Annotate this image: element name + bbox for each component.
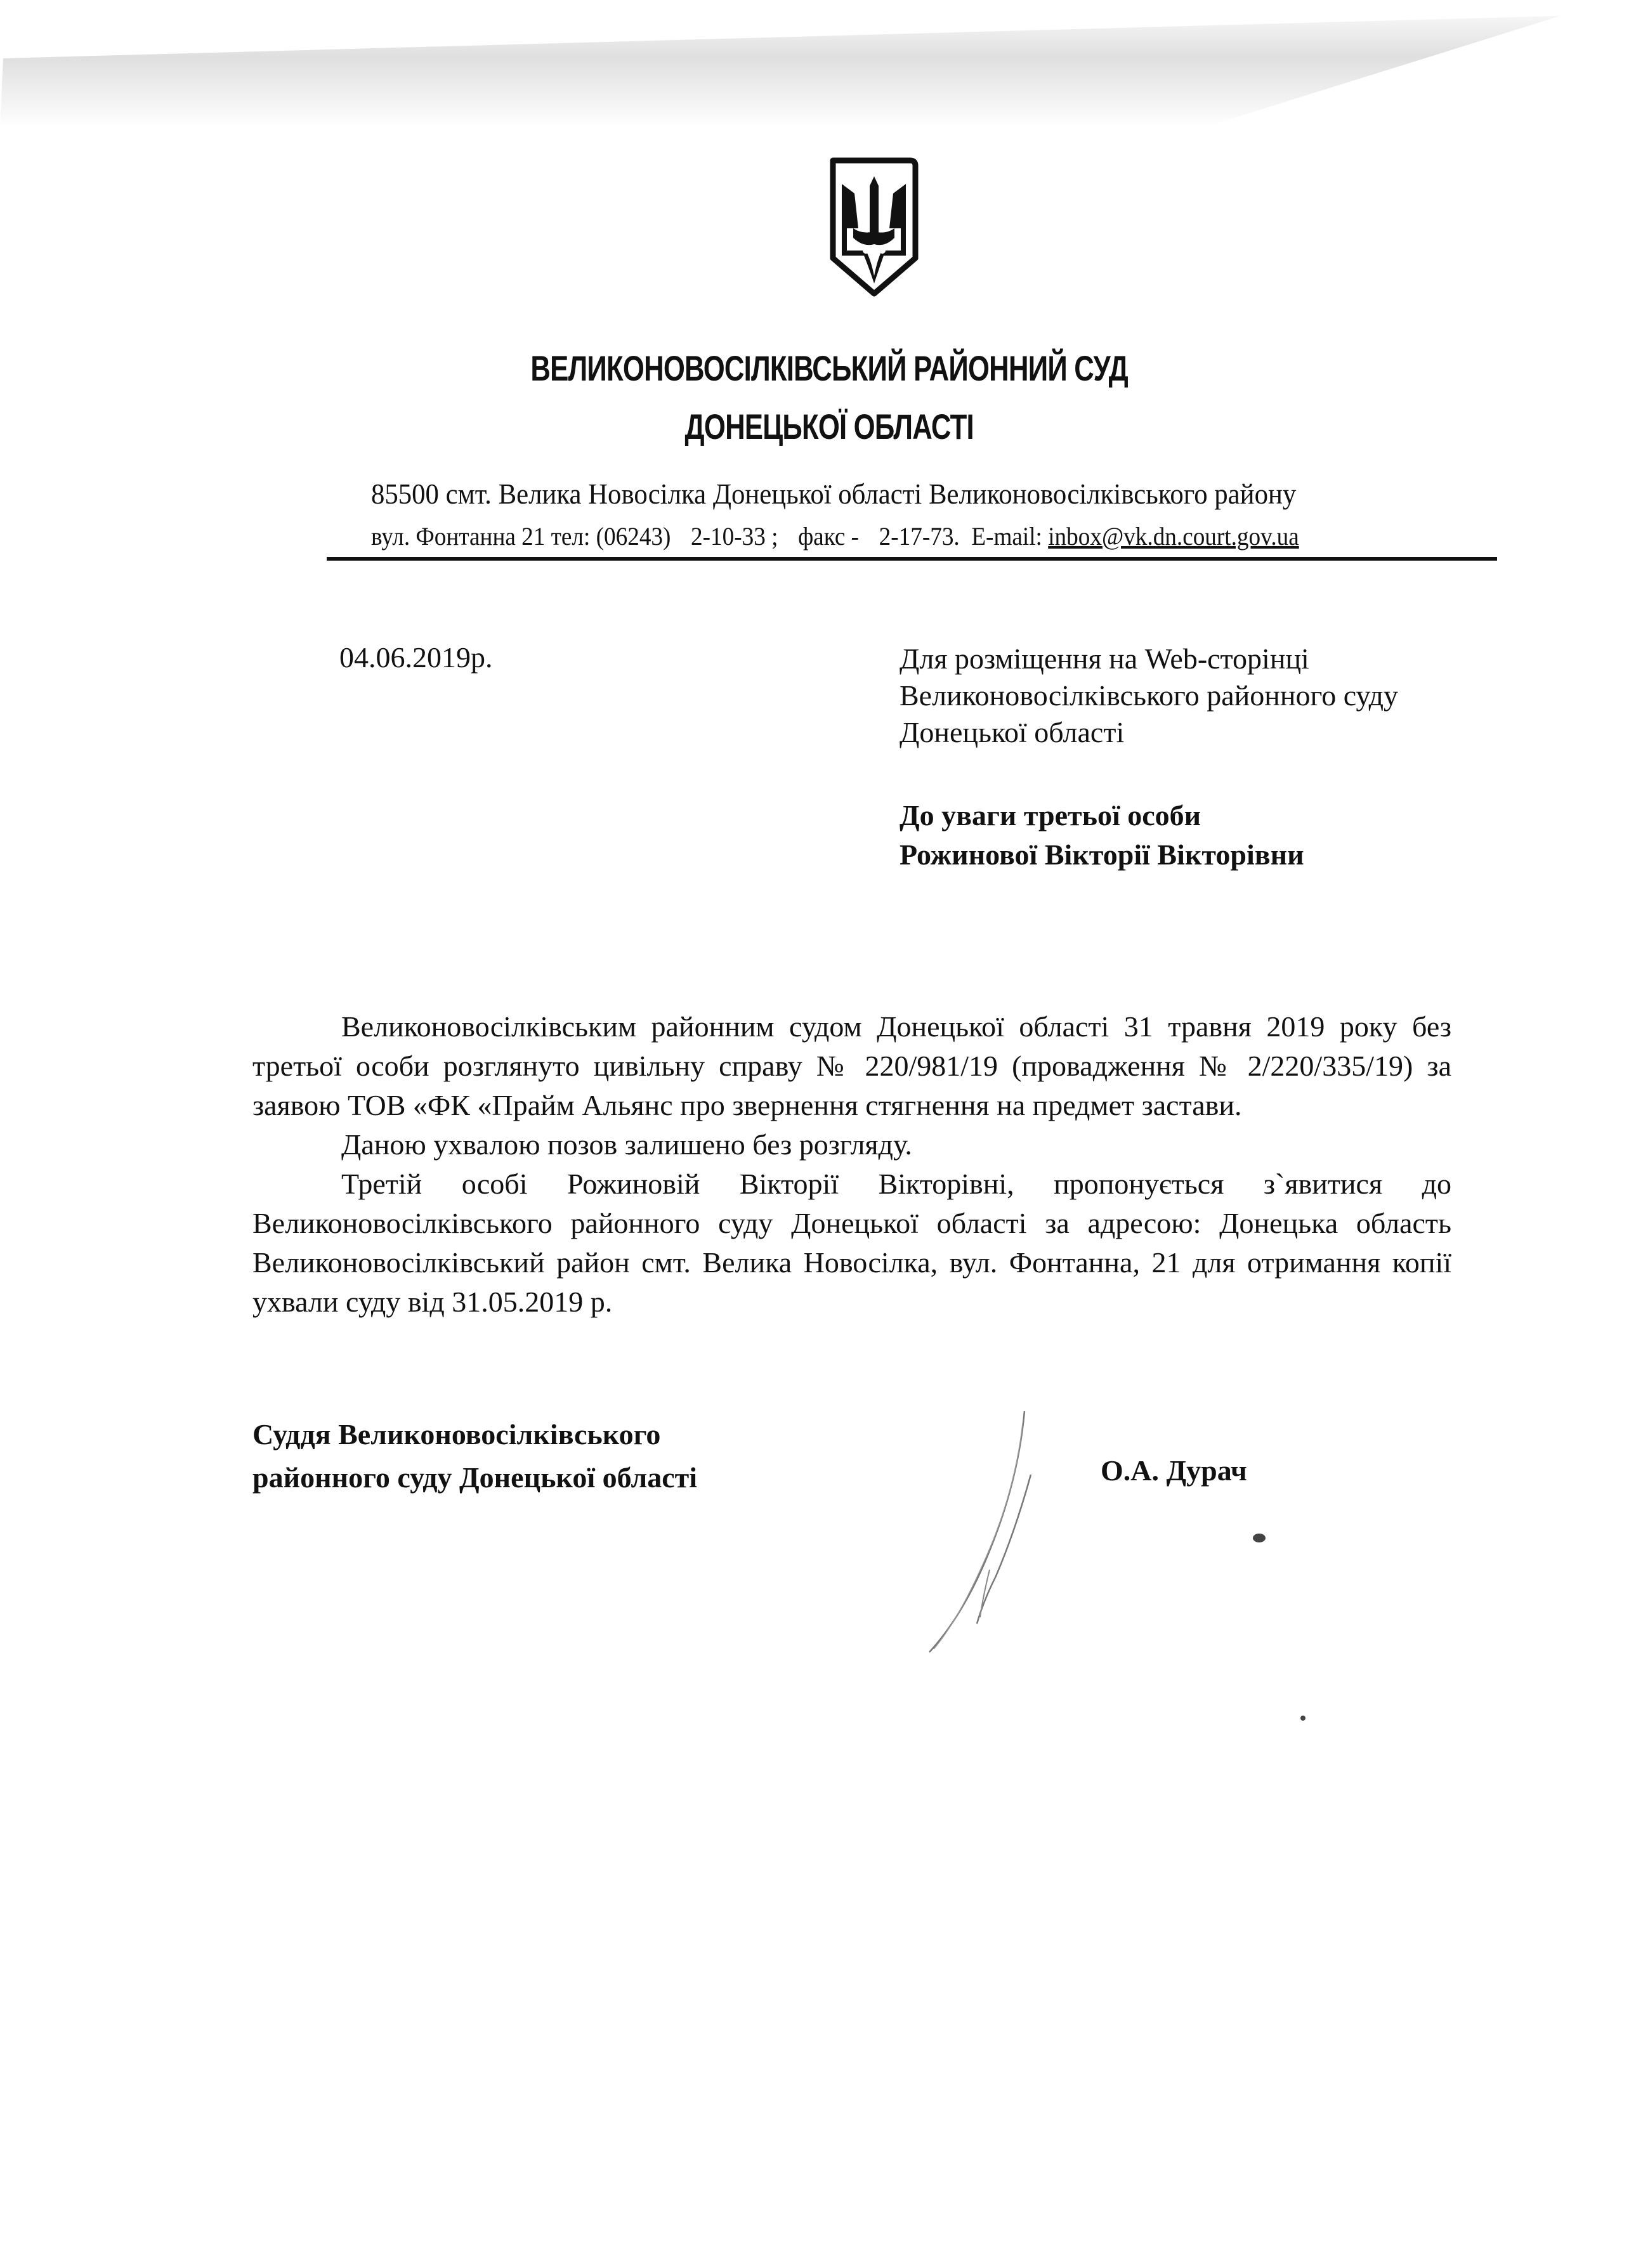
judge-name: О.А. Дурач — [1101, 1454, 1247, 1487]
scan-speck — [1300, 1716, 1306, 1721]
body-paragraph: Третій особі Рожиновій Вікторії Вікторівні, пропонується з`явитися до Великоновосілківського районного суду Донецької області за адресою: Донецька область Великоновосілківський район смт. Велика Новосілка, вул. Фонтанна, 21 для отримання копії ухвали суду від 31.05.2019 р. — [252, 1168, 1451, 1318]
fax-label: факс - — [798, 522, 860, 551]
scan-speck — [1253, 1534, 1266, 1542]
attention-line2: Рожинової Вікторії Вікторівни — [900, 838, 1304, 871]
judge-title — [252, 1413, 697, 1499]
judge-title-line2: районного суду Донецької області — [252, 1461, 698, 1494]
email-label: E-mail: — [971, 522, 1042, 551]
scan-shadow — [0, 0, 1636, 127]
recipient-line3: Донецької області — [900, 716, 1125, 748]
court-name-line1: ВЕЛИКОНОВОСІЛКІВСЬКИЙ РАЙОННИЙ СУД — [530, 348, 1129, 388]
tryzub-icon — [828, 155, 920, 298]
body-paragraph: Великоновосілківським районним судом Донецької області 31 травня 2019 року без третьої особи розглянуто цивільну справу № 220/981/19 (провадження № 2/220/335/19) за заявою ТОВ «ФК «Прайм Альянс про звернення стягнення на предмет застави. — [252, 1010, 1451, 1121]
document-date: 04.06.2019р. — [339, 641, 493, 674]
handwritten-signature — [888, 1405, 1053, 1659]
email-link[interactable]: inbox@vk.dn.court.gov.ua — [1048, 522, 1299, 551]
recipient-line2: Великоновосілківського районного суду — [900, 679, 1399, 712]
recipient-block — [900, 641, 1398, 751]
phone-number: 2-10-33 ; — [691, 522, 778, 551]
body-text — [252, 1007, 1451, 1322]
fax-number: 2-17-73. — [879, 522, 960, 551]
recipient-line1: Для розміщення на Web-сторінці — [900, 642, 1309, 675]
body-paragraph: Даною ухвалою позов залишено без розгляду. — [341, 1128, 912, 1161]
contact-line — [371, 521, 1299, 551]
street-and-phone-code: вул. Фонтанна 21 тел: (06243) — [371, 522, 671, 551]
header-divider — [327, 557, 1497, 561]
court-address: 85500 смт. Велика Новосілка Донецької області Великоновосілківського району — [371, 478, 1297, 510]
attention-line1: До уваги третьої особи — [900, 799, 1201, 831]
attention-block — [900, 796, 1304, 875]
court-name-line2: ДОНЕЦЬКОЇ ОБЛАСТІ — [684, 407, 974, 446]
judge-title-line1: Суддя Великоновосілківського — [252, 1418, 661, 1450]
